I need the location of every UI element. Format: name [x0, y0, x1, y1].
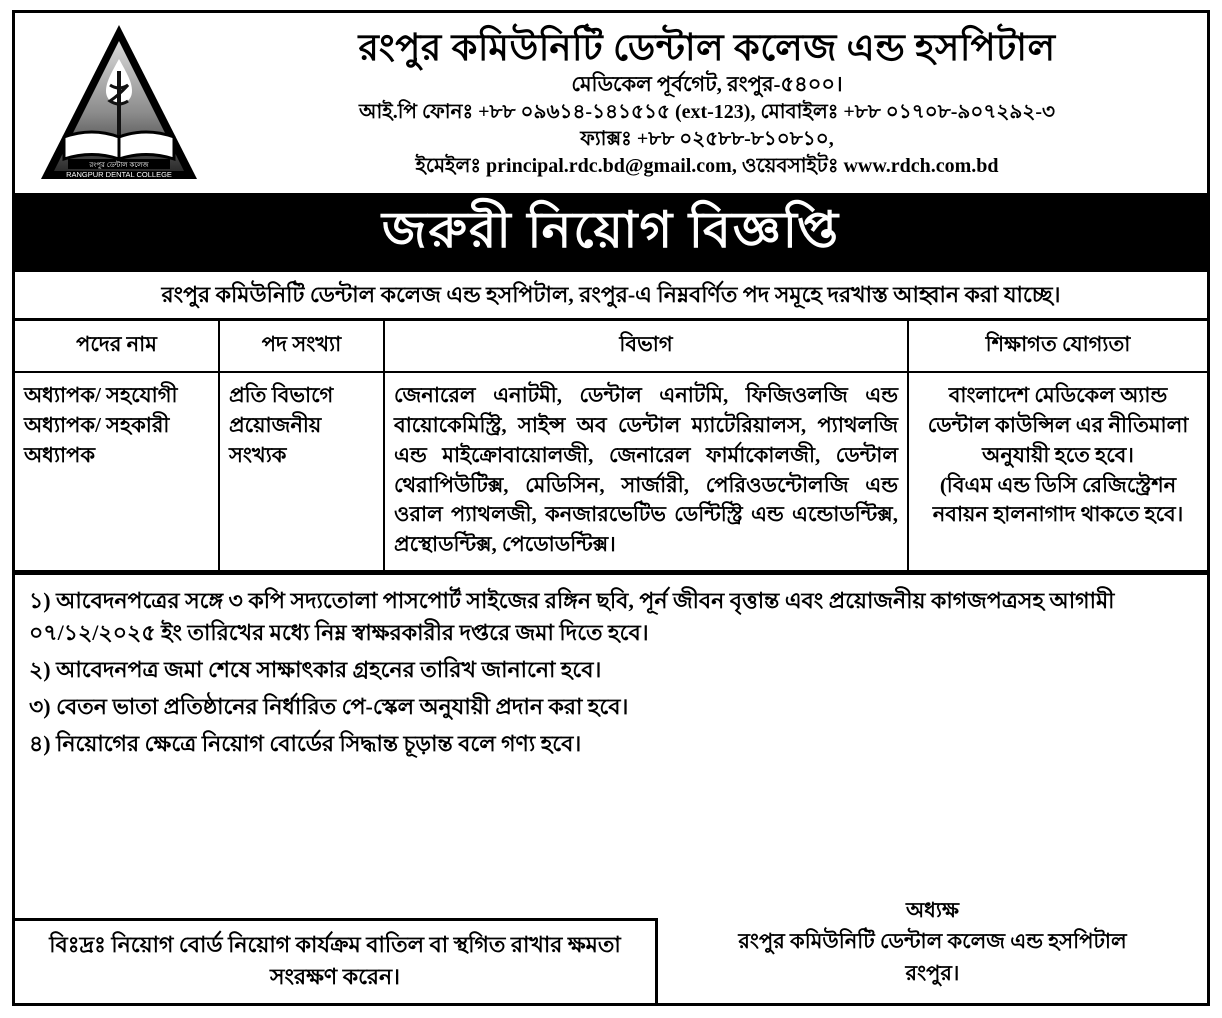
- cell-post-count: প্রতি বিভাগে প্রয়োজনীয় সংখ্যক: [219, 372, 384, 571]
- column-header-qualification: শিক্ষাগত যোগ্যতা: [908, 321, 1207, 372]
- conditions-list: [15, 572, 1207, 770]
- table-header-row: [15, 321, 1207, 372]
- logo-caption-en: RANGPUR DENTAL COLLEGE: [66, 170, 172, 179]
- signature-organization: রংপুর কমিউনিটি ডেন্টাল কলেজ এন্ড হসপিটাল: [738, 929, 1127, 953]
- vacancy-table: [15, 321, 1207, 572]
- footer: [15, 895, 1207, 1004]
- intro-paragraph: রংপুর কমিউনিটি ডেন্টাল কলেজ এন্ড হসপিটাল, রংপুর-এ নিম্নবর্ণিত পদ সমূহে দরখাস্ত আহ্বান করা যাচ্ছে।: [15, 272, 1207, 322]
- condition-item-4: ৪) নিয়োগের ক্ষেত্রে নিয়োগ বোর্ডের সিদ্ধান্ত চূড়ান্ত বলে গণ্য হবে।: [29, 731, 582, 757]
- table-body: [15, 372, 1207, 571]
- logo-container: [19, 19, 219, 189]
- logo-caption-bn: রংপুর ডেন্টাল কলেজ: [89, 162, 149, 169]
- qualification-text: বাংলাদেশ মেডিকেল অ্যান্ড ডেন্টাল কাউন্সিল এর নীতিমালা অনুযায়ী হতে হবে।: [927, 383, 1189, 467]
- column-header-count: পদ সংখ্যা: [219, 321, 384, 372]
- cell-department: জেনারেল এনাটমী, ডেন্টাল এনাটমি, ফিজিওলজি এন্ড বায়োকেমিস্ট্রি, সাইন্স অব ডেন্টাল ম্যাটেরিয়ালস, প্যাথলজি এন্ড মাইক্রোবায়োলজী, জেনারেল ফার্মাকোলজী, ডেন্টাল থেরাপিউটিক্স, মেডিসিন, সার্জারী, পেরিওডন্টোলজি এন্ড ওরাল প্যাথলজী, কনজারভেটিভ ডেন্টিস্ট্রি এন্ড এন্ডোডন্টিক্স, প্রস্থোডন্টিক্স, পেডোডন্টিক্স।: [384, 372, 908, 571]
- signature-title: অধ্যক্ষ: [905, 897, 960, 922]
- phone-line: আই.পি ফোনঃ +৮৮ ০৯৬১৪-১৪১৫১৫ (ext-123), মোবাইলঃ +৮৮ ০১৭০৮-৯০৭২৯২-৩: [358, 100, 1056, 123]
- disclaimer-note: বিঃদ্রঃ নিয়োগ বোর্ড নিয়োগ কার্যক্রম বাতিল বা স্থগিত রাখার ক্ষমতা সংরক্ষণ করেন।: [15, 918, 658, 1003]
- email-website-line: ইমেইলঃ principal.rdc.bd@gmail.com, ওয়েবসাইটঃ www.rdch.com.bd: [415, 155, 999, 178]
- fax-line: ফ্যাক্সঃ +৮৮ ০২৫৮৮-৮১০৮১০,: [580, 127, 834, 150]
- signature-block: [658, 895, 1207, 1004]
- cell-post-name: অধ্যাপক/ সহযোগী অধ্যাপক/ সহকারী অধ্যাপক: [15, 372, 219, 571]
- rangpur-dental-college-logo: [34, 19, 204, 189]
- qualification-note: (বিএম এন্ড ডিসি রেজিস্ট্রেশন নবায়ন হালনাগাদ থাকতে হবে।: [932, 472, 1184, 527]
- condition-item-2: ২) আবেদনপত্র জমা শেষে সাক্ষাৎকার গ্রহনের তারিখ জানানো হবে।: [29, 657, 602, 683]
- table-header: [15, 321, 1207, 372]
- organization-name: রংপুর কমিউনিটি ডেন্টাল কলেজ এন্ড হসপিটাল: [358, 27, 1056, 69]
- organization-address: মেডিকেল পূর্বগেট, রংপুর-৫৪০০।: [571, 72, 843, 97]
- column-header-department: বিভাগ: [384, 321, 908, 372]
- table-row: [15, 372, 1207, 571]
- letterhead-text: [219, 19, 1203, 189]
- notice-title: জরুরী নিয়োগ বিজ্ঞপ্তি: [381, 202, 841, 258]
- condition-item-1: ১) আবেদনপত্রের সঙ্গে ৩ কপি সদ্যতোলা পাসপোর্ট সাইজের রঙ্গিন ছবি, পূর্ন জীবন বৃত্তান্ত এবং প্রয়োজনীয় কাগজপত্রসহ আগামী ০৭/১২/২০২৫ ইং তারিখের মধ্যে নিম্ন স্বাক্ষরকারীর দপ্তরে জমা দিতে হবে।: [29, 587, 1115, 646]
- column-header-post: পদের নাম: [15, 321, 219, 372]
- letterhead: [15, 13, 1207, 196]
- cell-qualification: [908, 372, 1207, 571]
- signature-place: রংপুর।: [905, 960, 960, 985]
- notice-frame: [12, 10, 1210, 1006]
- condition-item-3: ৩) বেতন ভাতা প্রতিষ্ঠানের নির্ধারিত পে-স্কেল অনুযায়ী প্রদান করা হবে।: [29, 694, 629, 720]
- notice-banner: [15, 196, 1207, 272]
